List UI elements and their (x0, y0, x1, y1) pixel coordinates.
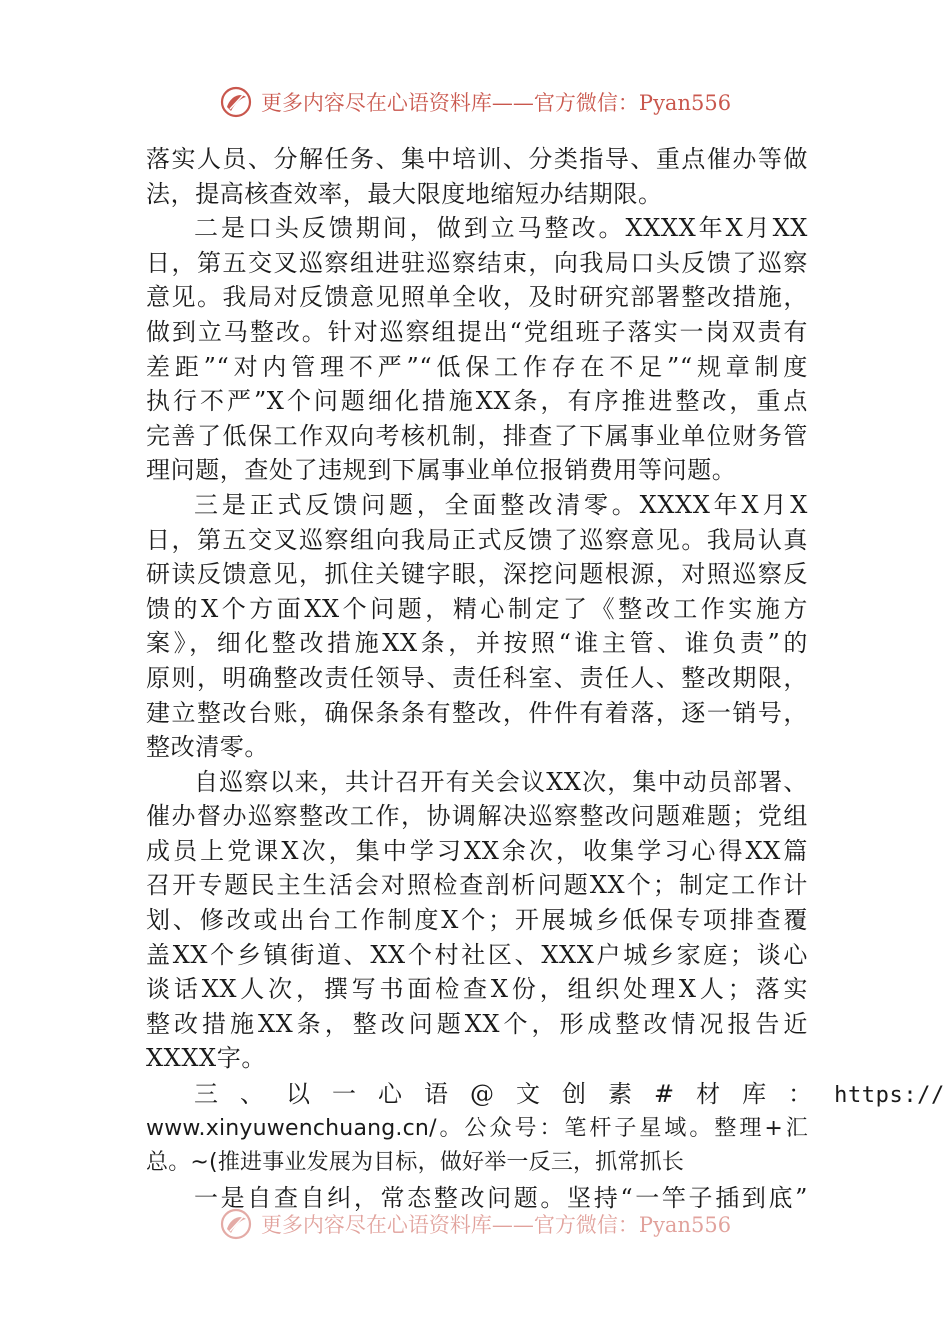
text-line: 催办督办巡察整改工作，协调解决巡察整改问题难题；党组 (146, 802, 808, 831)
text-line: 意见。我局对反馈意见照单全收，及时研究部署整改措施， (146, 283, 808, 312)
heading-text: 三、以一心语@文创素#材库： (194, 1080, 835, 1109)
section-heading (146, 1077, 945, 1112)
text-line: 划、修改或出台工作制度X个；开展城乡低保专项排查覆 (146, 906, 808, 935)
text-line: 馈的X个方面XX个问题，精心制定了《整改工作实施方 (146, 594, 808, 623)
text-line: 研读反馈意见，抓住关键字眼，深挖问题根源，对照巡察反 (146, 560, 808, 589)
watermark-text: 更多内容尽在心语资料库——官方微信：Pyan556 (260, 1213, 732, 1237)
text-line: 三是正式反馈问题，全面整改清零。XXXX年X月X (194, 490, 808, 519)
logo-icon (219, 85, 253, 119)
footer-watermark (0, 1206, 950, 1242)
text-line: 差距”“对内管理不严”“低保工作存在不足”“规章制度 (146, 352, 808, 381)
text-line: 召开专题民主生活会对照检查剖析问题XX个；制定工作计 (146, 871, 808, 900)
text-line: XXXX字。 (146, 1044, 266, 1073)
text-line: 落实人员、分解任务、集中培训、分类指导、重点催办等做 (146, 145, 808, 173)
text-line: 理问题，查处了违规到下属事业单位报销费用等问题。 (146, 456, 737, 485)
text-line: 一是自查自纠，常态整改问题。坚持“一竿子插到底” (194, 1183, 808, 1211)
text-line: 成员上党课X次，集中学习XX余次，收集学习心得XX篇 (146, 836, 808, 865)
text-line: 日，第五交叉巡察组向我局正式反馈了巡察意见。我局认真 (146, 525, 808, 554)
text-line: 盖XX个乡镇街道、XX个村社区、XXX户城乡家庭；谈心 (146, 940, 808, 969)
text-line: 执行不严”X个问题细化措施XX条，有序推进整改，重点 (146, 387, 808, 416)
text-line: 二是口头反馈期间，做到立马整改。XXXX年X月XX (194, 214, 808, 243)
heading-url: https:// (834, 1083, 945, 1109)
watermark-text: 更多内容尽在心语资料库——官方微信：Pyan556 (260, 91, 732, 115)
text-line: 原则，明确整改责任领导、责任科室、责任人、整改期限， (146, 663, 808, 692)
heading-line: 总。~(推进事业发展为目标，做好举一反三，抓常抓长 (146, 1150, 685, 1176)
text-line: 整改清零。 (146, 733, 269, 762)
text-line: 自巡察以来，共计召开有关会议XX次，集中动员部署、 (194, 767, 808, 796)
heading-line: www.xinyuwenchuang.cn/。公众号：笔杆子星域。整理+汇 (146, 1115, 808, 1141)
header-watermark (0, 84, 950, 120)
text-line: 整改措施XX条，整改问题XX个，形成整改情况报告近 (146, 1009, 808, 1038)
text-line: 做到立马整改。针对巡察组提出“党组班子落实一岗双责有 (146, 317, 808, 346)
logo-icon (219, 1207, 253, 1241)
document-body (146, 142, 945, 1211)
text-line: 建立整改台账，确保条条有整改，件件有着落，逐一销号， (146, 698, 808, 727)
text-line: 法，提高核查效率，最大限度地缩短办结期限。 (146, 179, 663, 208)
text-line: 谈话XX人次，撰写书面检查X份，组织处理X人；落实 (146, 975, 808, 1004)
text-line: 完善了低保工作双向考核机制，排查了下属事业单位财务管 (146, 421, 808, 450)
text-line: 日，第五交叉巡察组进驻巡察结束，向我局口头反馈了巡察 (146, 248, 808, 277)
text-line: 案》，细化整改措施XX条，并按照“谁主管、谁负责”的 (146, 629, 808, 658)
